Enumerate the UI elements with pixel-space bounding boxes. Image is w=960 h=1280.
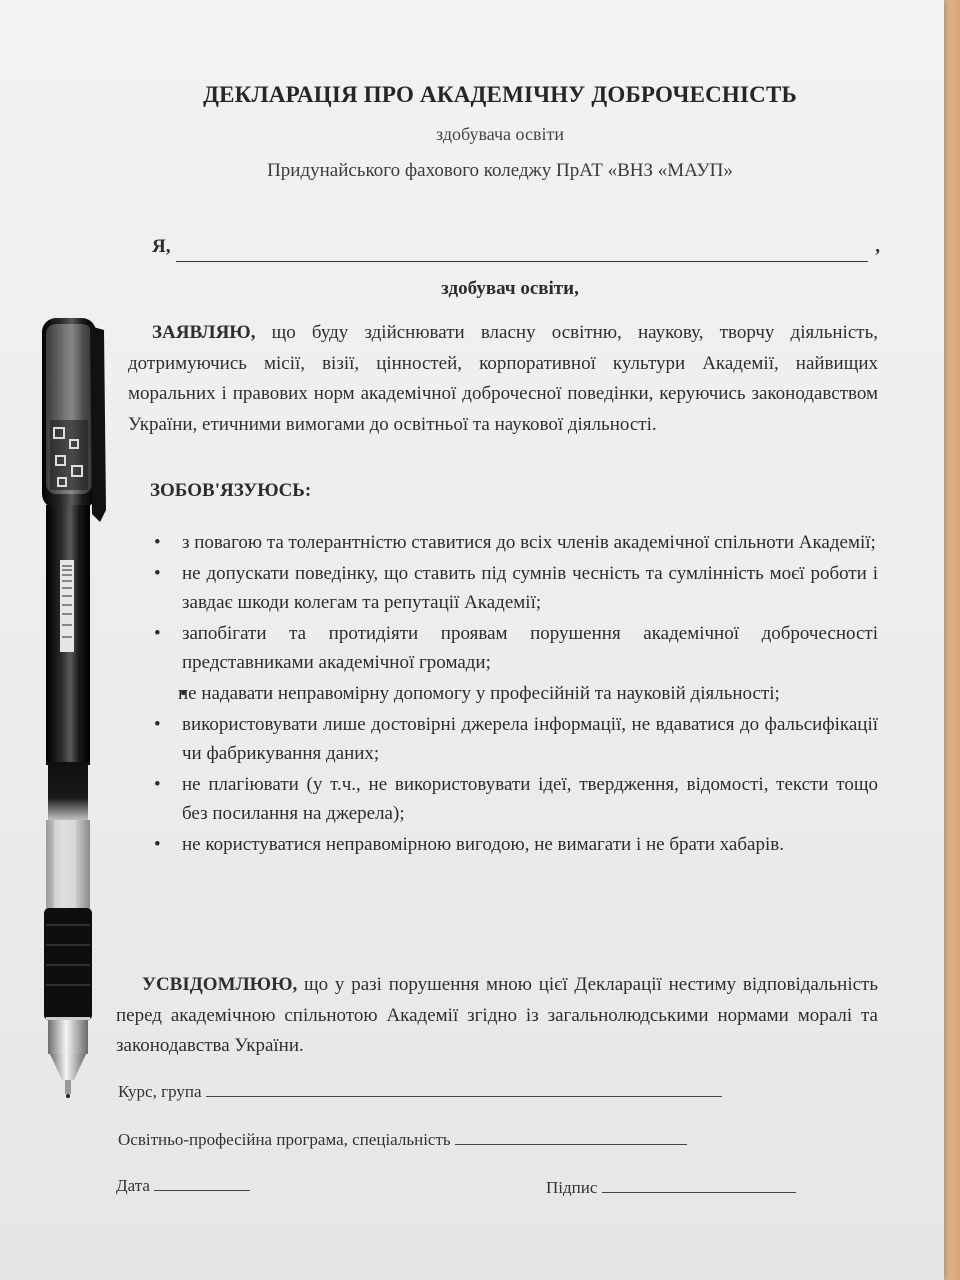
aware-keyword: УСВІДОМЛЮЮ,	[142, 974, 298, 995]
aware-paragraph	[116, 970, 878, 1062]
course-group-label: Курс, група	[118, 1082, 202, 1101]
pen-barrel	[46, 505, 90, 822]
date-label: Дата	[116, 1176, 150, 1195]
pen-point	[20, 1020, 120, 1100]
program-label: Освітньо-професійна програма, спеціальність	[118, 1130, 451, 1149]
pen-grip	[44, 908, 92, 1020]
declarant-name-line[interactable]	[176, 261, 868, 262]
list-item: • з повагою та толерантністю ставитися до всіх членів академічної спільноти Академії;	[150, 528, 878, 557]
list-item: • не надавати неправомірну допомогу у професійній та науковій діяльності;	[150, 679, 878, 708]
signature-line[interactable]	[602, 1176, 796, 1193]
list-item: • не користуватися неправомірною вигодою, не вимагати і не брати хабарів.	[150, 830, 878, 859]
commitments-list	[150, 528, 878, 861]
program-line[interactable]	[455, 1128, 687, 1145]
document-subtitle-line1: здобувача освіти	[436, 124, 564, 144]
declare-keyword: ЗАЯВЛЯЮ,	[152, 322, 256, 343]
commit-heading: ЗОБОВ'ЯЗУЮСЬ:	[150, 480, 312, 501]
signature-label: Підпис	[546, 1178, 598, 1197]
declarant-comma: ,	[875, 236, 880, 257]
list-item: • не допускати поведінку, що ставить під сумнів чесність та сумлінність моєї роботи і завдає шкоди колегам та репутації Академії;	[150, 559, 878, 617]
date-field	[116, 1174, 250, 1196]
pen-cap	[42, 318, 106, 522]
aware-text: що у разі порушення мною цієї Декларації нестиму відповідальність перед академічною спільнотою Академії згідно із загальнолюдськими нормами моралі та законодавства України.	[116, 974, 878, 1056]
list-item: • запобігати та протидіяти проявам порушення академічної доброчесності представниками академічної громади;	[150, 619, 878, 677]
list-item: • не плагіювати (у т.ч., не використовувати ідеї, твердження, відомості, тексти тощо без посилання на джерела);	[150, 770, 878, 828]
signature-field	[546, 1176, 796, 1198]
list-item: • використовувати лише достовірні джерела інформації, не вдаватися до фальсифікації чи фабрикування даних;	[150, 710, 878, 768]
declare-text: що буду здійснювати власну освітню, наукову, творчу діяльність, дотримуючись місії, візії, цінностей, корпоративної культури Академії, найвищих моральних і правових норм академічної доброчесної поведінки, керуючись законодавством України, етичними вимогами до освітньої та наукової діяльності.	[128, 322, 878, 435]
declare-paragraph	[128, 318, 878, 440]
document-title: ДЕКЛАРАЦІЯ ПРО АКАДЕМІЧНУ ДОБРОЧЕСНІСТЬ	[203, 82, 797, 107]
declarant-name-row	[152, 236, 882, 266]
course-group-field	[118, 1080, 722, 1102]
declarant-label: Я,	[152, 236, 171, 257]
course-group-line[interactable]	[206, 1080, 722, 1097]
declarant-role: здобувач освіти,	[441, 278, 579, 299]
date-line[interactable]	[154, 1174, 250, 1191]
pen-section	[46, 820, 90, 910]
program-field	[118, 1128, 687, 1150]
document-subtitle-line2: Придунайського фахового коледжу ПрАТ «ВНЗ «МАУП»	[267, 160, 733, 181]
pen	[20, 300, 120, 1040]
